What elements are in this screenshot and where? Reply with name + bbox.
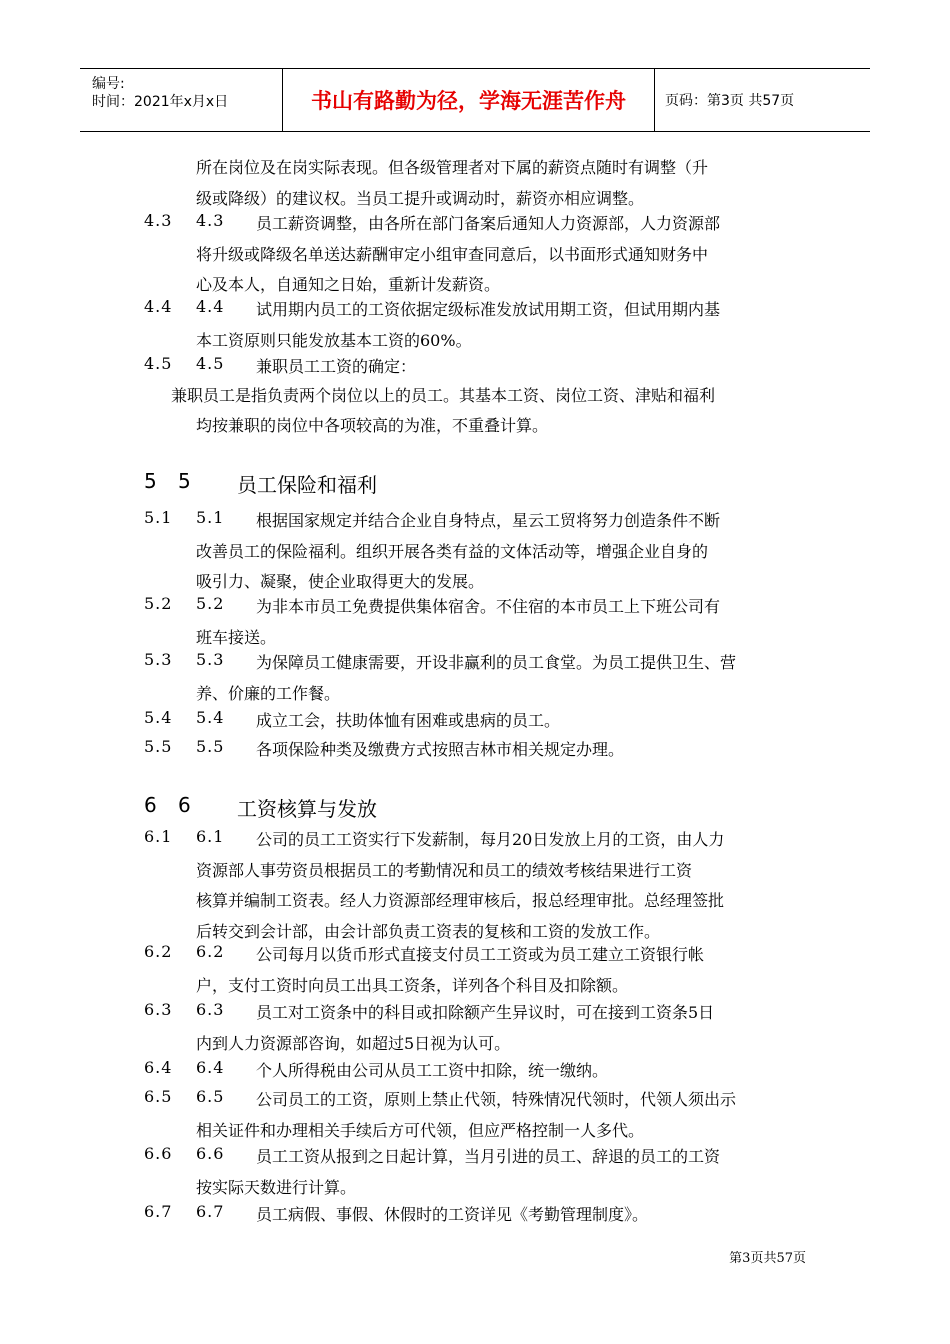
item-number: 5.4 <box>196 708 225 727</box>
item-text-line: 按实际天数进行计算。 <box>196 1177 357 1197</box>
section-title: 员工保险和福利 <box>237 473 377 497</box>
item-text-line: 内到人力资源部咨询，如超过5日视为认可。 <box>196 1033 511 1053</box>
item-number: 5.4 <box>144 708 173 727</box>
item-number: 6.5 <box>144 1087 173 1106</box>
item-number: 4.3 <box>144 211 173 230</box>
header-motto: 书山有路勤为径，学海无涯苦作舟 <box>283 69 655 131</box>
paragraph-line: 级或降级）的建议权。当员工提升或调动时，薪资亦相应调整。 <box>196 188 645 208</box>
section-number: 6 <box>178 793 191 817</box>
item-text-line: 员工对工资条中的科目或扣除额产生异议时，可在接到工资条5日 <box>256 1003 715 1022</box>
paragraph-line: 均按兼职的岗位中各项较高的为准，不重叠计算。 <box>196 416 549 435</box>
item-number: 6.3 <box>144 1000 173 1019</box>
item-text-line: 根据国家规定并结合企业自身特点，星云工贸将努力创造条件不断 <box>256 511 721 530</box>
item-text-line: 员工工资从报到之日起计算，当月引进的员工、辞退的员工的工资 <box>256 1147 721 1166</box>
item-number: 5.3 <box>196 650 225 669</box>
item-text-line: 将升级或降级名单送达薪酬审定小组审查同意后，以书面形式通知财务中 <box>196 244 709 264</box>
item-text-line: 个人所得税由公司从员工工资中扣除，统一缴纳。 <box>256 1061 609 1080</box>
item-number: 5.3 <box>144 650 173 669</box>
item-number: 6.2 <box>144 942 173 961</box>
item-number: 4.4 <box>144 297 173 316</box>
item-number: 6.2 <box>196 942 225 961</box>
item-number: 6.3 <box>196 1000 225 1019</box>
item-number: 4.4 <box>196 297 225 316</box>
item-text-line: 为非本市员工免费提供集体宿舍。不住宿的本市员工上下班公司有 <box>256 597 721 616</box>
item-text-line: 吸引力、凝聚，使企业取得更大的发展。 <box>196 572 485 591</box>
item-number: 6.4 <box>196 1058 225 1077</box>
item-text-line: 试用期内员工的工资依据定级标准发放试用期工资，但试用期内基 <box>256 300 721 319</box>
item-text-line: 成立工会，扶助体恤有困难或患病的员工。 <box>256 711 561 730</box>
item-number: 6.1 <box>144 827 173 846</box>
paragraph-line: 兼职员工是指负责两个岗位以上的员工。其基本工资、岗位工资、津贴和福利 <box>171 386 716 405</box>
item-text-line: 核算并编制工资表。经人力资源部经理审核后，报总经理审批。总经理签批 <box>196 891 725 910</box>
item-text-line: 资源部人事劳资员根据员工的考勤情况和员工的绩效考核结果进行工资 <box>196 860 693 880</box>
item-text-line: 员工薪资调整，由各所在部门备案后通知人力资源部，人力资源部 <box>256 214 721 233</box>
item-text-line: 公司每月以货币形式直接支付员工工资或为员工建立工资银行帐 <box>256 945 705 964</box>
item-number: 6.4 <box>144 1058 173 1077</box>
item-text-line: 公司的员工工资实行下发薪制，每月20日发放上月的工资，由人力 <box>256 830 725 849</box>
item-number: 6.6 <box>196 1144 225 1163</box>
item-text-line: 后转交到会计部，由会计部负责工资表的复核和工资的发放工作。 <box>196 921 661 941</box>
header-page-label: 页码：第3页 共57页 <box>665 93 795 109</box>
item-text-line: 心及本人，自通知之日始，重新计发薪资。 <box>196 275 501 294</box>
page-header <box>80 68 870 132</box>
item-number: 5.1 <box>196 508 225 527</box>
item-text-line: 各项保险种类及缴费方式按照吉林市相关规定办理。 <box>256 740 625 759</box>
item-text-line: 本工资原则只能发放基本工资的60%。 <box>196 330 472 350</box>
item-text-line: 班车接送。 <box>196 627 277 647</box>
item-text-line: 兼职员工工资的确定： <box>256 357 417 376</box>
item-text-line: 为保障员工健康需要，开设非赢利的员工食堂。为员工提供卫生、营 <box>256 653 737 672</box>
item-text-line: 改善员工的保险福利。组织开展各类有益的文体活动等，增强企业自身的 <box>196 541 709 561</box>
section-number: 6 <box>144 793 157 817</box>
item-number: 5.5 <box>196 737 225 756</box>
item-text-line: 公司员工的工资，原则上禁止代领，特殊情况代领时，代领人须出示 <box>256 1090 737 1109</box>
item-number: 5.5 <box>144 737 173 756</box>
number-label: 编号: <box>92 76 125 92</box>
item-number: 4.5 <box>144 354 173 373</box>
section-title: 工资核算与发放 <box>237 797 377 821</box>
paragraph-line: 所在岗位及在岗实际表现。但各级管理者对下属的薪资点随时有调整（升 <box>196 158 709 177</box>
footer-page-number: 第3页共57页 <box>729 1251 806 1266</box>
item-text-line: 户，支付工资时向员工出具工资条，详列各个科目及扣除额。 <box>196 975 629 995</box>
item-number: 6.5 <box>196 1087 225 1106</box>
item-text-line: 养、价廉的工作餐。 <box>196 683 341 703</box>
section-number: 5 <box>144 469 157 493</box>
item-number: 4.5 <box>196 354 225 373</box>
item-number: 6.7 <box>144 1202 173 1221</box>
item-number: 6.7 <box>196 1202 225 1221</box>
item-number: 6.6 <box>144 1144 173 1163</box>
item-text-line: 相关证件和办理相关手续后方可代领，但应严格控制一人多代。 <box>196 1120 645 1140</box>
item-number: 5.2 <box>144 594 173 613</box>
item-number: 5.2 <box>196 594 225 613</box>
header-meta <box>80 69 283 131</box>
section-number: 5 <box>178 469 191 493</box>
item-text-line: 员工病假、事假、休假时的工资详见《考勤管理制度》。 <box>256 1205 649 1224</box>
item-number: 5.1 <box>144 508 173 527</box>
time-label: 时间：2021年x月x日 <box>92 94 229 110</box>
item-number: 4.3 <box>196 211 225 230</box>
item-number: 6.1 <box>196 827 225 846</box>
